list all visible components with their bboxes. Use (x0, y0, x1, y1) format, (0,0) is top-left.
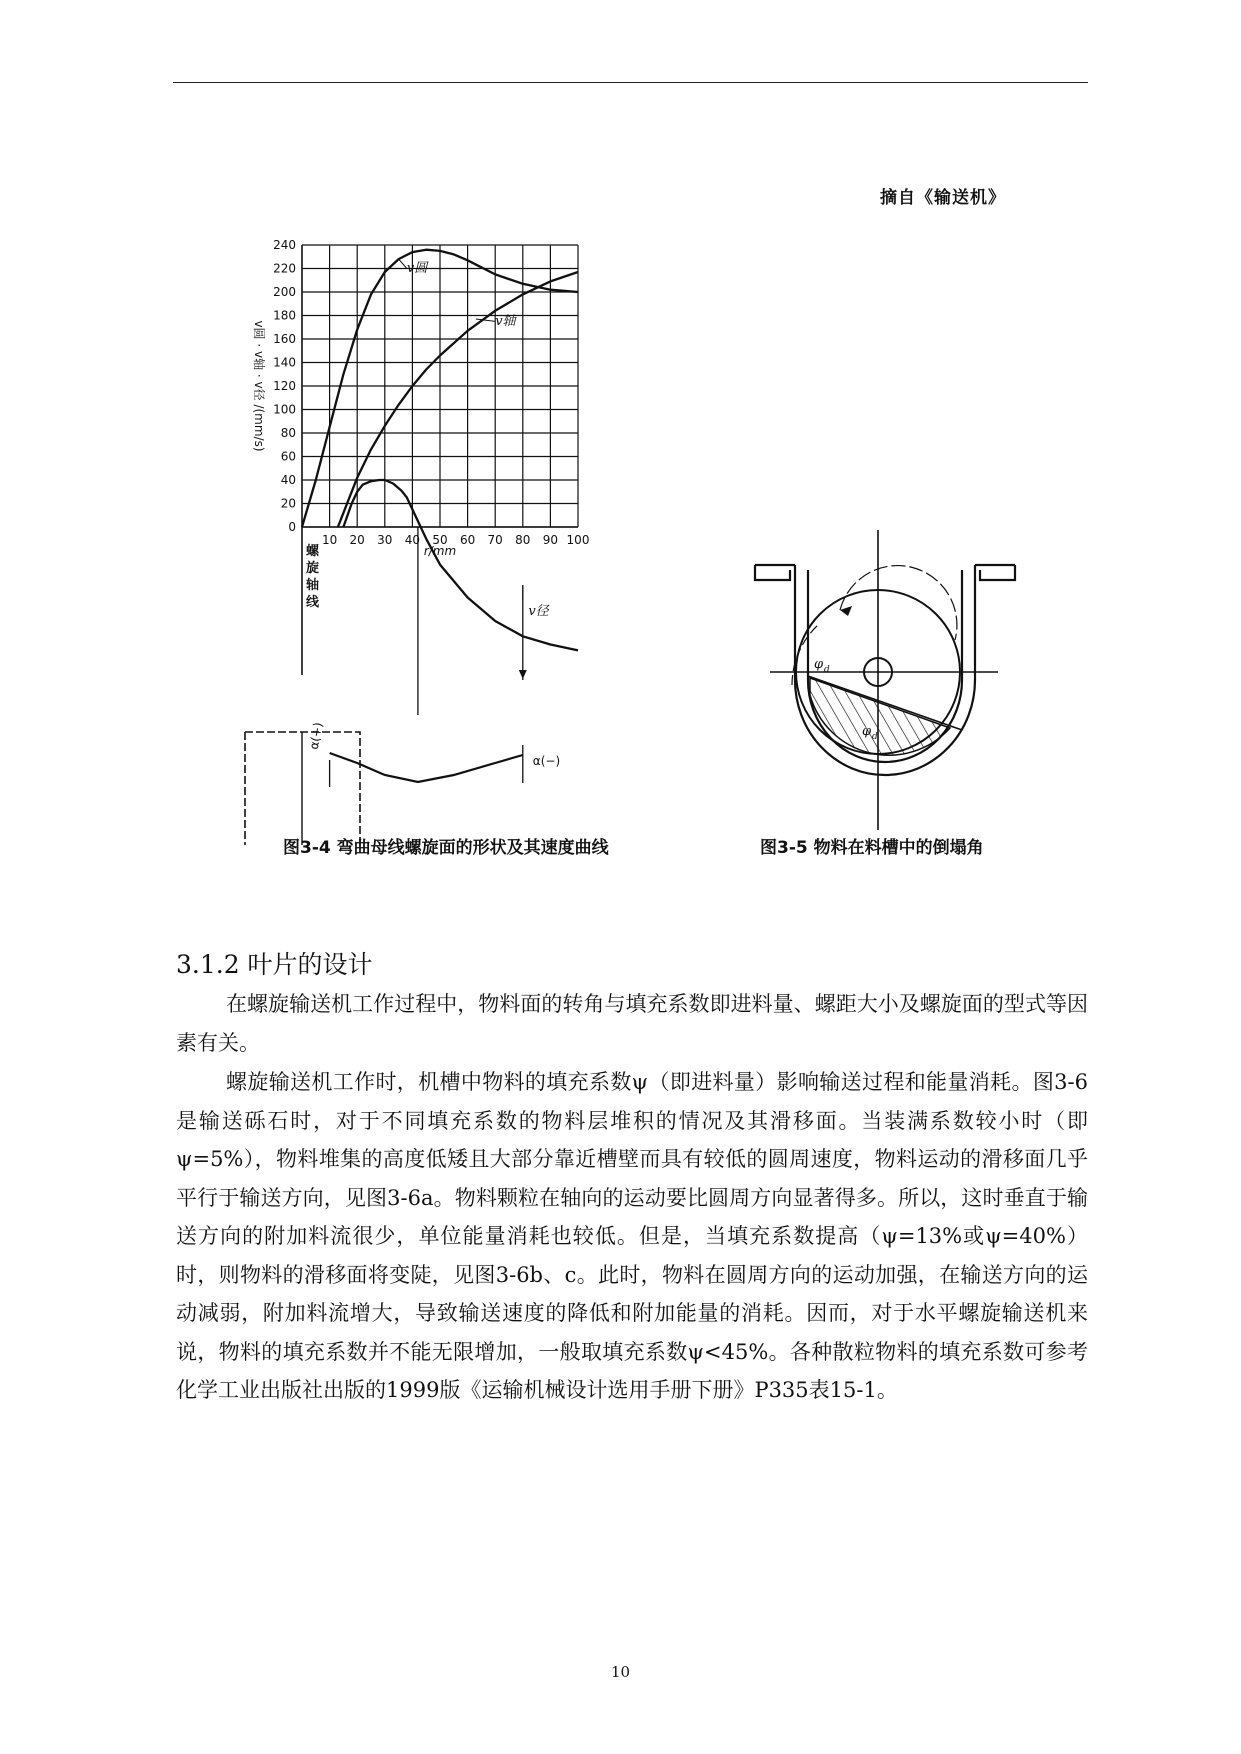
x-axis-label: r/mm (423, 544, 457, 558)
y-axis-label: v圆 · v轴 · v径 /(mm/s) (252, 320, 266, 452)
series-line-2 (343, 480, 578, 650)
y-tick-label: 20 (280, 496, 296, 511)
spiral-axis-char: 旋 (306, 561, 320, 576)
figure-3-4-caption: 图3-4 弯曲母线螺旋面的形状及其速度曲线 (283, 838, 609, 858)
arrow-head-80 (519, 670, 527, 679)
header-rule (173, 82, 1088, 83)
phi-label-2: φ (862, 724, 872, 739)
y-tick-label: 180 (273, 308, 296, 323)
figure-3-4-chart (240, 235, 670, 845)
rotation-arrow-head (840, 606, 852, 616)
x-tick-label: 80 (515, 533, 531, 547)
paragraph-1: 在螺旋输送机工作过程中，物料面的转角与填充系数即进料量、螺距大小及螺旋面的型式等因素有关。 (176, 992, 1088, 1055)
y-tick-label: 200 (273, 285, 296, 299)
series-label-1: v轴 (495, 313, 516, 329)
page-number: 10 (610, 1663, 631, 1681)
series-label-0: v圆 (406, 261, 428, 277)
svg-text:d: d (872, 732, 878, 742)
spiral-axis-char: 轴 (306, 578, 320, 593)
y-tick-label: 0 (288, 520, 296, 534)
source-note: 摘自《输送机》 (880, 188, 1006, 208)
y-tick-label: 160 (273, 332, 296, 346)
material-hatch (810, 678, 950, 755)
x-tick-label: 100 (566, 533, 590, 547)
paragraph-2: 螺旋输送机工作时，机槽中物料的填充系数ψ（即进料量）影响输送过程和能量消耗。图3-6是输送砾石时，对于不同填充系数的物料层堆积的情况及其滑移面。当装满系数较小时（即ψ=5%），物料堆集的高度低矮且大部分靠近槽壁而具有较低的圆周速度，物料运动的滑移面几乎平行于输送方向，见图3-6a。物料颗粒在轴向的运动要比圆周方向显著得多。所以，这时垂直于输送方向的附加料流很少，单位能量消耗也较低。但是，当填充系数提高（ψ=13%或ψ=40%）时，则物料的滑移面将变陡，见图3-6b、c。此时，物料在圆周方向的运动加强，在输送方向的运动减弱，附加料流增大，导致输送速度的降低和附加能量的消耗。因而，对于水平螺旋输送机来说，物料的填充系数并不能无限增加，一般取填充系数ψ<45%。各种散粒物料的填充系数可参考化学工业出版社出版的1999版《运输机械设计选用手册下册》P335表15-1。 (176, 1070, 1088, 1402)
blade-profile (330, 753, 523, 782)
trough-left-flange (755, 565, 790, 580)
trough-right-flange (980, 565, 1015, 580)
figure-3-5-diagram (740, 530, 1030, 830)
x-tick-label: 50 (432, 533, 448, 547)
y-tick-label: 100 (273, 402, 296, 417)
y-tick-label: 40 (280, 473, 296, 487)
y-tick-label: 140 (273, 355, 296, 370)
y-tick-label: 220 (273, 261, 296, 276)
svg-text:d: d (824, 665, 830, 675)
x-tick-label: 20 (349, 533, 365, 547)
phi-label-1: φ (814, 657, 824, 672)
figure-3-5-caption: 图3-5 物料在料槽中的倒塌角 (760, 838, 984, 858)
section-heading: 3.1.2 叶片的设计 (176, 950, 373, 979)
x-tick-label: 60 (459, 533, 476, 547)
rotation-arrow (840, 566, 957, 640)
alpha-minus-label: α(−) (532, 754, 561, 768)
y-tick-label: 240 (273, 238, 296, 252)
series-label-2: v径 (528, 604, 549, 620)
series-line-1 (338, 272, 578, 527)
x-tick-label: 90 (542, 533, 559, 547)
spiral-axis-char: 螺 (306, 544, 320, 559)
series-leader-1 (476, 319, 495, 321)
y-tick-label: 120 (273, 379, 296, 393)
x-tick-label: 40 (404, 533, 421, 547)
y-tick-label: 60 (280, 449, 296, 464)
y-tick-label: 80 (280, 426, 296, 440)
series-leader-0 (399, 259, 407, 268)
x-tick-label: 10 (321, 533, 338, 547)
x-tick-label: 30 (377, 533, 393, 547)
spiral-axis-char: 线 (306, 595, 320, 610)
x-tick-label: 70 (487, 533, 503, 547)
alpha-plus-label: α(+) (306, 721, 326, 751)
